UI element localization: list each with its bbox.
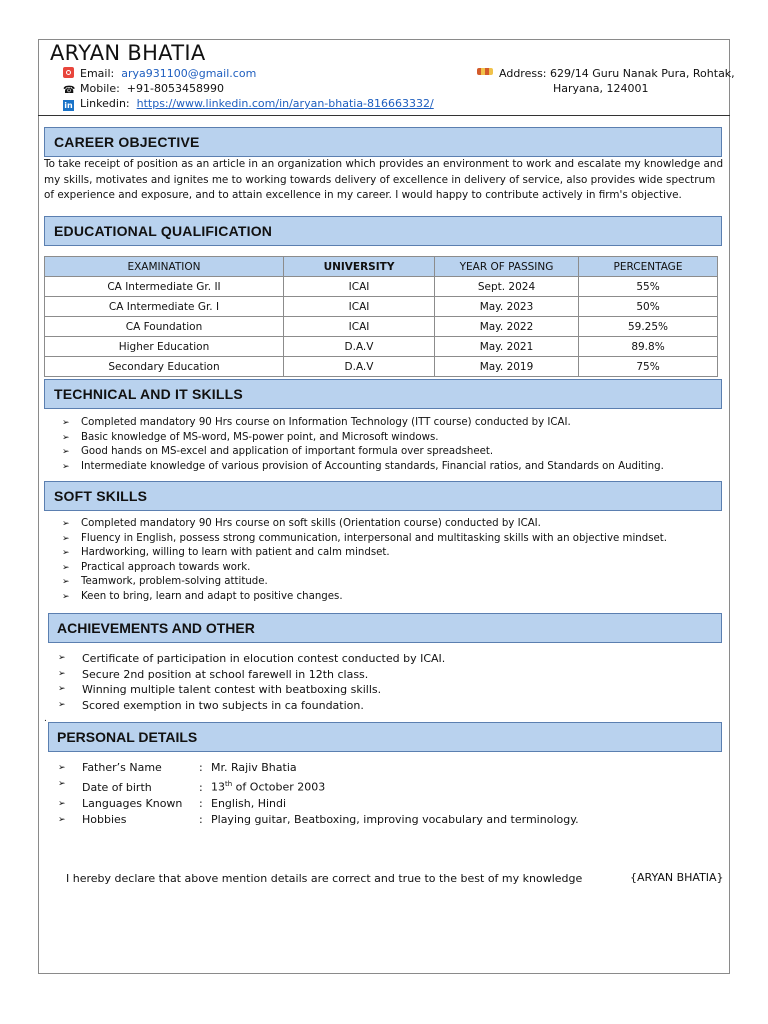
cell-percentage: 50% bbox=[579, 297, 718, 317]
languages-row: ➢ Languages Known : English, Hindi bbox=[56, 796, 579, 812]
cell-examination: CA Intermediate Gr. I bbox=[45, 297, 284, 317]
col-university: UNIVERSITY bbox=[284, 257, 435, 277]
career-objective-header bbox=[44, 127, 722, 157]
languages-value: English, Hindi bbox=[211, 796, 287, 810]
table-row bbox=[45, 317, 718, 337]
table-row bbox=[45, 357, 718, 377]
table-row bbox=[45, 297, 718, 317]
achievements-header bbox=[48, 613, 722, 643]
cell-percentage: 75% bbox=[579, 357, 718, 377]
mobile-label: Mobile: bbox=[80, 82, 120, 95]
address-line-1 bbox=[477, 66, 735, 81]
education-title: EDUCATIONAL QUALIFICATION bbox=[54, 223, 273, 239]
mobile-line bbox=[63, 81, 224, 96]
table-row bbox=[45, 277, 718, 297]
email-line bbox=[63, 66, 256, 81]
cell-university: D.A.V bbox=[284, 357, 435, 377]
cell-percentage: 59.25% bbox=[579, 317, 718, 337]
email-icon bbox=[63, 67, 74, 78]
linkedin-icon: in bbox=[64, 101, 73, 110]
signature-name: {ARYAN BHATIA} bbox=[630, 871, 724, 884]
cell-university: ICAI bbox=[284, 297, 435, 317]
list-item: ➢ Certificate of participation in elocution contest conducted by ICAI. bbox=[56, 651, 445, 667]
cell-university: ICAI bbox=[284, 277, 435, 297]
cell-percentage: 89.8% bbox=[579, 337, 718, 357]
soft-skills-list bbox=[60, 517, 667, 604]
linkedin-label: Linkedin: bbox=[80, 97, 130, 110]
linkedin-link[interactable]: https://www.linkedin.com/in/aryan-bhatia-816663332/ bbox=[136, 97, 434, 110]
list-item: ➢ Intermediate knowledge of various provision of Accounting standards, Financial ratios, and Standards on Auditing. bbox=[60, 460, 664, 475]
list-item: ➢ Keen to bring, learn and adapt to positive changes. bbox=[60, 590, 667, 605]
personal-details-header bbox=[48, 722, 722, 752]
list-item: ➢ Practical approach towards work. bbox=[60, 561, 667, 576]
father-name-label: Father’s Name bbox=[82, 761, 162, 774]
stray-dot: . bbox=[44, 714, 47, 724]
cell-year: May. 2019 bbox=[435, 357, 579, 377]
address-icon bbox=[477, 68, 493, 75]
dob-rest: of October 2003 bbox=[232, 780, 326, 794]
table-row bbox=[45, 337, 718, 357]
technical-skills-title: TECHNICAL AND IT SKILLS bbox=[54, 386, 243, 402]
technical-skills-list bbox=[60, 416, 664, 474]
declaration-text: I hereby declare that above mention details are correct and true to the best of my knowledge bbox=[66, 872, 583, 885]
address-text-1: Address: 629/14 Guru Nanak Pura, Rohtak, bbox=[499, 67, 735, 80]
father-name-row: ➢ Father’s Name : Mr. Rajiv Bhatia bbox=[56, 760, 579, 776]
dob-row: ➢ Date of birth : 13th of October 2003 bbox=[56, 776, 579, 796]
candidate-name: ARYAN BHATIA bbox=[50, 41, 206, 65]
achievements-title: ACHIEVEMENTS AND OTHER bbox=[57, 620, 255, 636]
col-percentage: PERCENTAGE bbox=[579, 257, 718, 277]
list-item: ➢ Teamwork, problem-solving attitude. bbox=[60, 575, 667, 590]
cell-examination: CA Foundation bbox=[45, 317, 284, 337]
career-objective-text: To take receipt of position as an article in an organization which provides an environment to work and escalate my knowledge and my skills, motivates and ignites me to working towards delivery of excellence in delivery of service, also provides wide spectrum of experience and exposure, and to attain excellence in my career. I would happy to contribute actively in firm's objective. bbox=[44, 158, 724, 201]
header-divider bbox=[38, 115, 730, 116]
cell-year: Sept. 2024 bbox=[435, 277, 579, 297]
list-item: ➢ Fluency in English, possess strong communication, interpersonal and multitasking skills with an objective mindset. bbox=[60, 532, 667, 547]
col-year: YEAR OF PASSING bbox=[435, 257, 579, 277]
email-link[interactable]: arya931100@gmail.com bbox=[121, 67, 257, 80]
career-objective-title: CAREER OBJECTIVE bbox=[54, 134, 200, 150]
list-item: ➢ Secure 2nd position at school farewell in 12th class. bbox=[56, 667, 445, 683]
father-name-value: Mr. Rajiv Bhatia bbox=[211, 761, 297, 774]
cell-year: May. 2022 bbox=[435, 317, 579, 337]
list-item: ➢ Good hands on MS-excel and application of important formula over spreadsheet. bbox=[60, 445, 664, 460]
cell-examination: Higher Education bbox=[45, 337, 284, 357]
cell-university: ICAI bbox=[284, 317, 435, 337]
linkedin-line bbox=[63, 96, 434, 111]
hobbies-label: Hobbies bbox=[82, 812, 127, 826]
email-label: Email: bbox=[80, 67, 115, 80]
dob-day: 13 bbox=[211, 780, 225, 794]
achievements-list bbox=[56, 651, 445, 713]
dob-label: Date of birth bbox=[82, 780, 152, 794]
soft-skills-header bbox=[44, 481, 722, 511]
hobbies-value: Playing guitar, Beatboxing, improving vocabulary and terminology. bbox=[211, 812, 579, 826]
cell-year: May. 2023 bbox=[435, 297, 579, 317]
list-item: ➢ Completed mandatory 90 Hrs course on soft skills (Orientation course) conducted by ICAI. bbox=[60, 517, 667, 532]
cell-year: May. 2021 bbox=[435, 337, 579, 357]
personal-details-list bbox=[56, 760, 579, 828]
soft-skills-title: SOFT SKILLS bbox=[54, 488, 148, 504]
list-item: ➢ Hardworking, willing to learn with patient and calm mindset. bbox=[60, 546, 667, 561]
list-item: ➢ Scored exemption in two subjects in ca foundation. bbox=[56, 698, 445, 714]
cell-percentage: 55% bbox=[579, 277, 718, 297]
col-examination: EXAMINATION bbox=[45, 257, 284, 277]
mobile-number: +91-8053458990 bbox=[126, 82, 224, 95]
phone-icon: ☎ bbox=[63, 85, 76, 96]
education-header bbox=[44, 216, 722, 246]
education-table-header bbox=[45, 257, 718, 277]
cell-examination: Secondary Education bbox=[45, 357, 284, 377]
personal-details-title: PERSONAL DETAILS bbox=[57, 729, 198, 745]
list-item: ➢ Basic knowledge of MS-word, MS-power point, and Microsoft windows. bbox=[60, 431, 664, 446]
hobbies-row: ➢ Hobbies : Playing guitar, Beatboxing, improving vocabulary and terminology. bbox=[56, 812, 579, 828]
education-table bbox=[44, 256, 718, 377]
dob-suffix: th bbox=[225, 780, 233, 788]
list-item: ➢ Completed mandatory 90 Hrs course on Information Technology (ITT course) conducted by ICAI. bbox=[60, 416, 664, 431]
cell-examination: CA Intermediate Gr. II bbox=[45, 277, 284, 297]
address-text-2: Haryana, 124001 bbox=[553, 82, 649, 95]
technical-skills-header bbox=[44, 379, 722, 409]
cell-university: D.A.V bbox=[284, 337, 435, 357]
languages-label: Languages Known bbox=[82, 796, 183, 810]
list-item: ➢ Winning multiple talent contest with beatboxing skills. bbox=[56, 682, 445, 698]
